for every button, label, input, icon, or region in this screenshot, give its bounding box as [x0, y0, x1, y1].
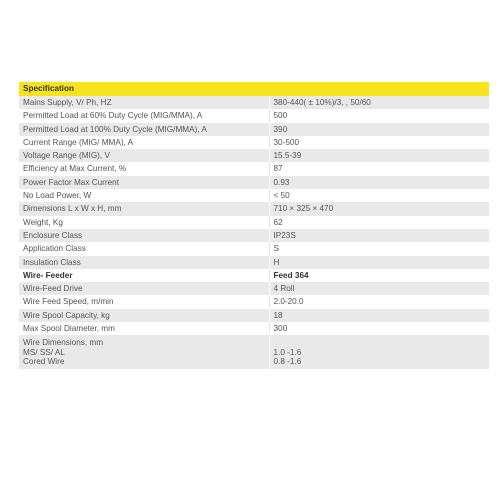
row-label: Power Factor Max Current	[19, 176, 269, 189]
wire-dimensions-label: Wire Dimensions, mm	[23, 338, 104, 348]
row-value: < 50	[269, 189, 489, 202]
row-label: Enclosure Class	[19, 229, 269, 242]
row-value: 0.93	[269, 176, 489, 189]
row-value: 380-440( ± 10%)/3, , 50/60	[269, 96, 489, 109]
row-value: H	[269, 256, 489, 269]
row-value: 15.5-39	[269, 149, 489, 162]
table-row	[19, 162, 489, 175]
table-row	[19, 216, 489, 229]
row-label: Wire Spool Capacity, kg	[19, 309, 269, 322]
row-value: 62	[269, 216, 489, 229]
row-label: Mains Supply, V/ Ph, HZ	[19, 96, 269, 109]
row-value: 30-500	[269, 136, 489, 149]
row-value: 500	[269, 109, 489, 122]
table-row	[19, 202, 489, 215]
ms-ss-al-value: 1.0 -1.6	[273, 347, 302, 357]
row-label: Permitted Load at 60% Duty Cycle (MIG/MMA), A	[19, 109, 269, 122]
row-label: Wire Feed Speed, m/min	[19, 295, 269, 308]
table-row	[19, 123, 489, 136]
table-section-row	[19, 269, 489, 282]
row-label: Weight, Kg	[19, 216, 269, 229]
section-label: Wire- Feeder	[19, 269, 269, 282]
row-value: 710 × 325 × 470	[269, 202, 489, 215]
row-label: Dimensions L x W x H, mm	[19, 202, 269, 215]
table-row	[19, 149, 489, 162]
table-row	[19, 229, 489, 242]
table-row-multiline	[19, 335, 489, 369]
row-value: IP23S	[269, 229, 489, 242]
row-label: Current Range (MIG/ MMA), A	[19, 136, 269, 149]
specification-table	[19, 82, 489, 369]
row-value: 390	[269, 123, 489, 136]
row-value: 87	[269, 162, 489, 175]
row-label: Voltage Range (MIG), V	[19, 149, 269, 162]
row-label: Permitted Load at 100% Duty Cycle (MIG/MMA), A	[19, 123, 269, 136]
table-row	[19, 176, 489, 189]
table-title: Specification	[19, 82, 489, 96]
row-value: S	[269, 242, 489, 255]
row-label	[19, 335, 269, 369]
table-row	[19, 242, 489, 255]
row-value: 4 Roll	[269, 282, 489, 295]
cored-wire-label: Cored Wire	[23, 357, 65, 367]
row-value: 2.0-20.0	[269, 295, 489, 308]
table-row	[19, 189, 489, 202]
table-row	[19, 322, 489, 335]
ms-ss-al-label: MS/ SS/ AL	[23, 347, 65, 357]
row-label: Max Spool Diameter, mm	[19, 322, 269, 335]
table-row	[19, 136, 489, 149]
row-label: Wire-Feed Drive	[19, 282, 269, 295]
table-row	[19, 109, 489, 122]
cored-wire-value: 0.8 -1.6	[273, 357, 302, 367]
table-row	[19, 256, 489, 269]
row-label: Efficiency at Max Current, %	[19, 162, 269, 175]
row-value: 300	[269, 322, 489, 335]
table-row	[19, 96, 489, 109]
table-row	[19, 309, 489, 322]
row-value: 18	[269, 309, 489, 322]
table-row	[19, 295, 489, 308]
row-label: Insulation Class	[19, 256, 269, 269]
table-row	[19, 282, 489, 295]
row-label: Application Class	[19, 242, 269, 255]
section-value: Feed 364	[269, 269, 489, 282]
row-value	[269, 335, 489, 369]
table-header-row	[19, 82, 489, 96]
row-label: No Load Power, W	[19, 189, 269, 202]
